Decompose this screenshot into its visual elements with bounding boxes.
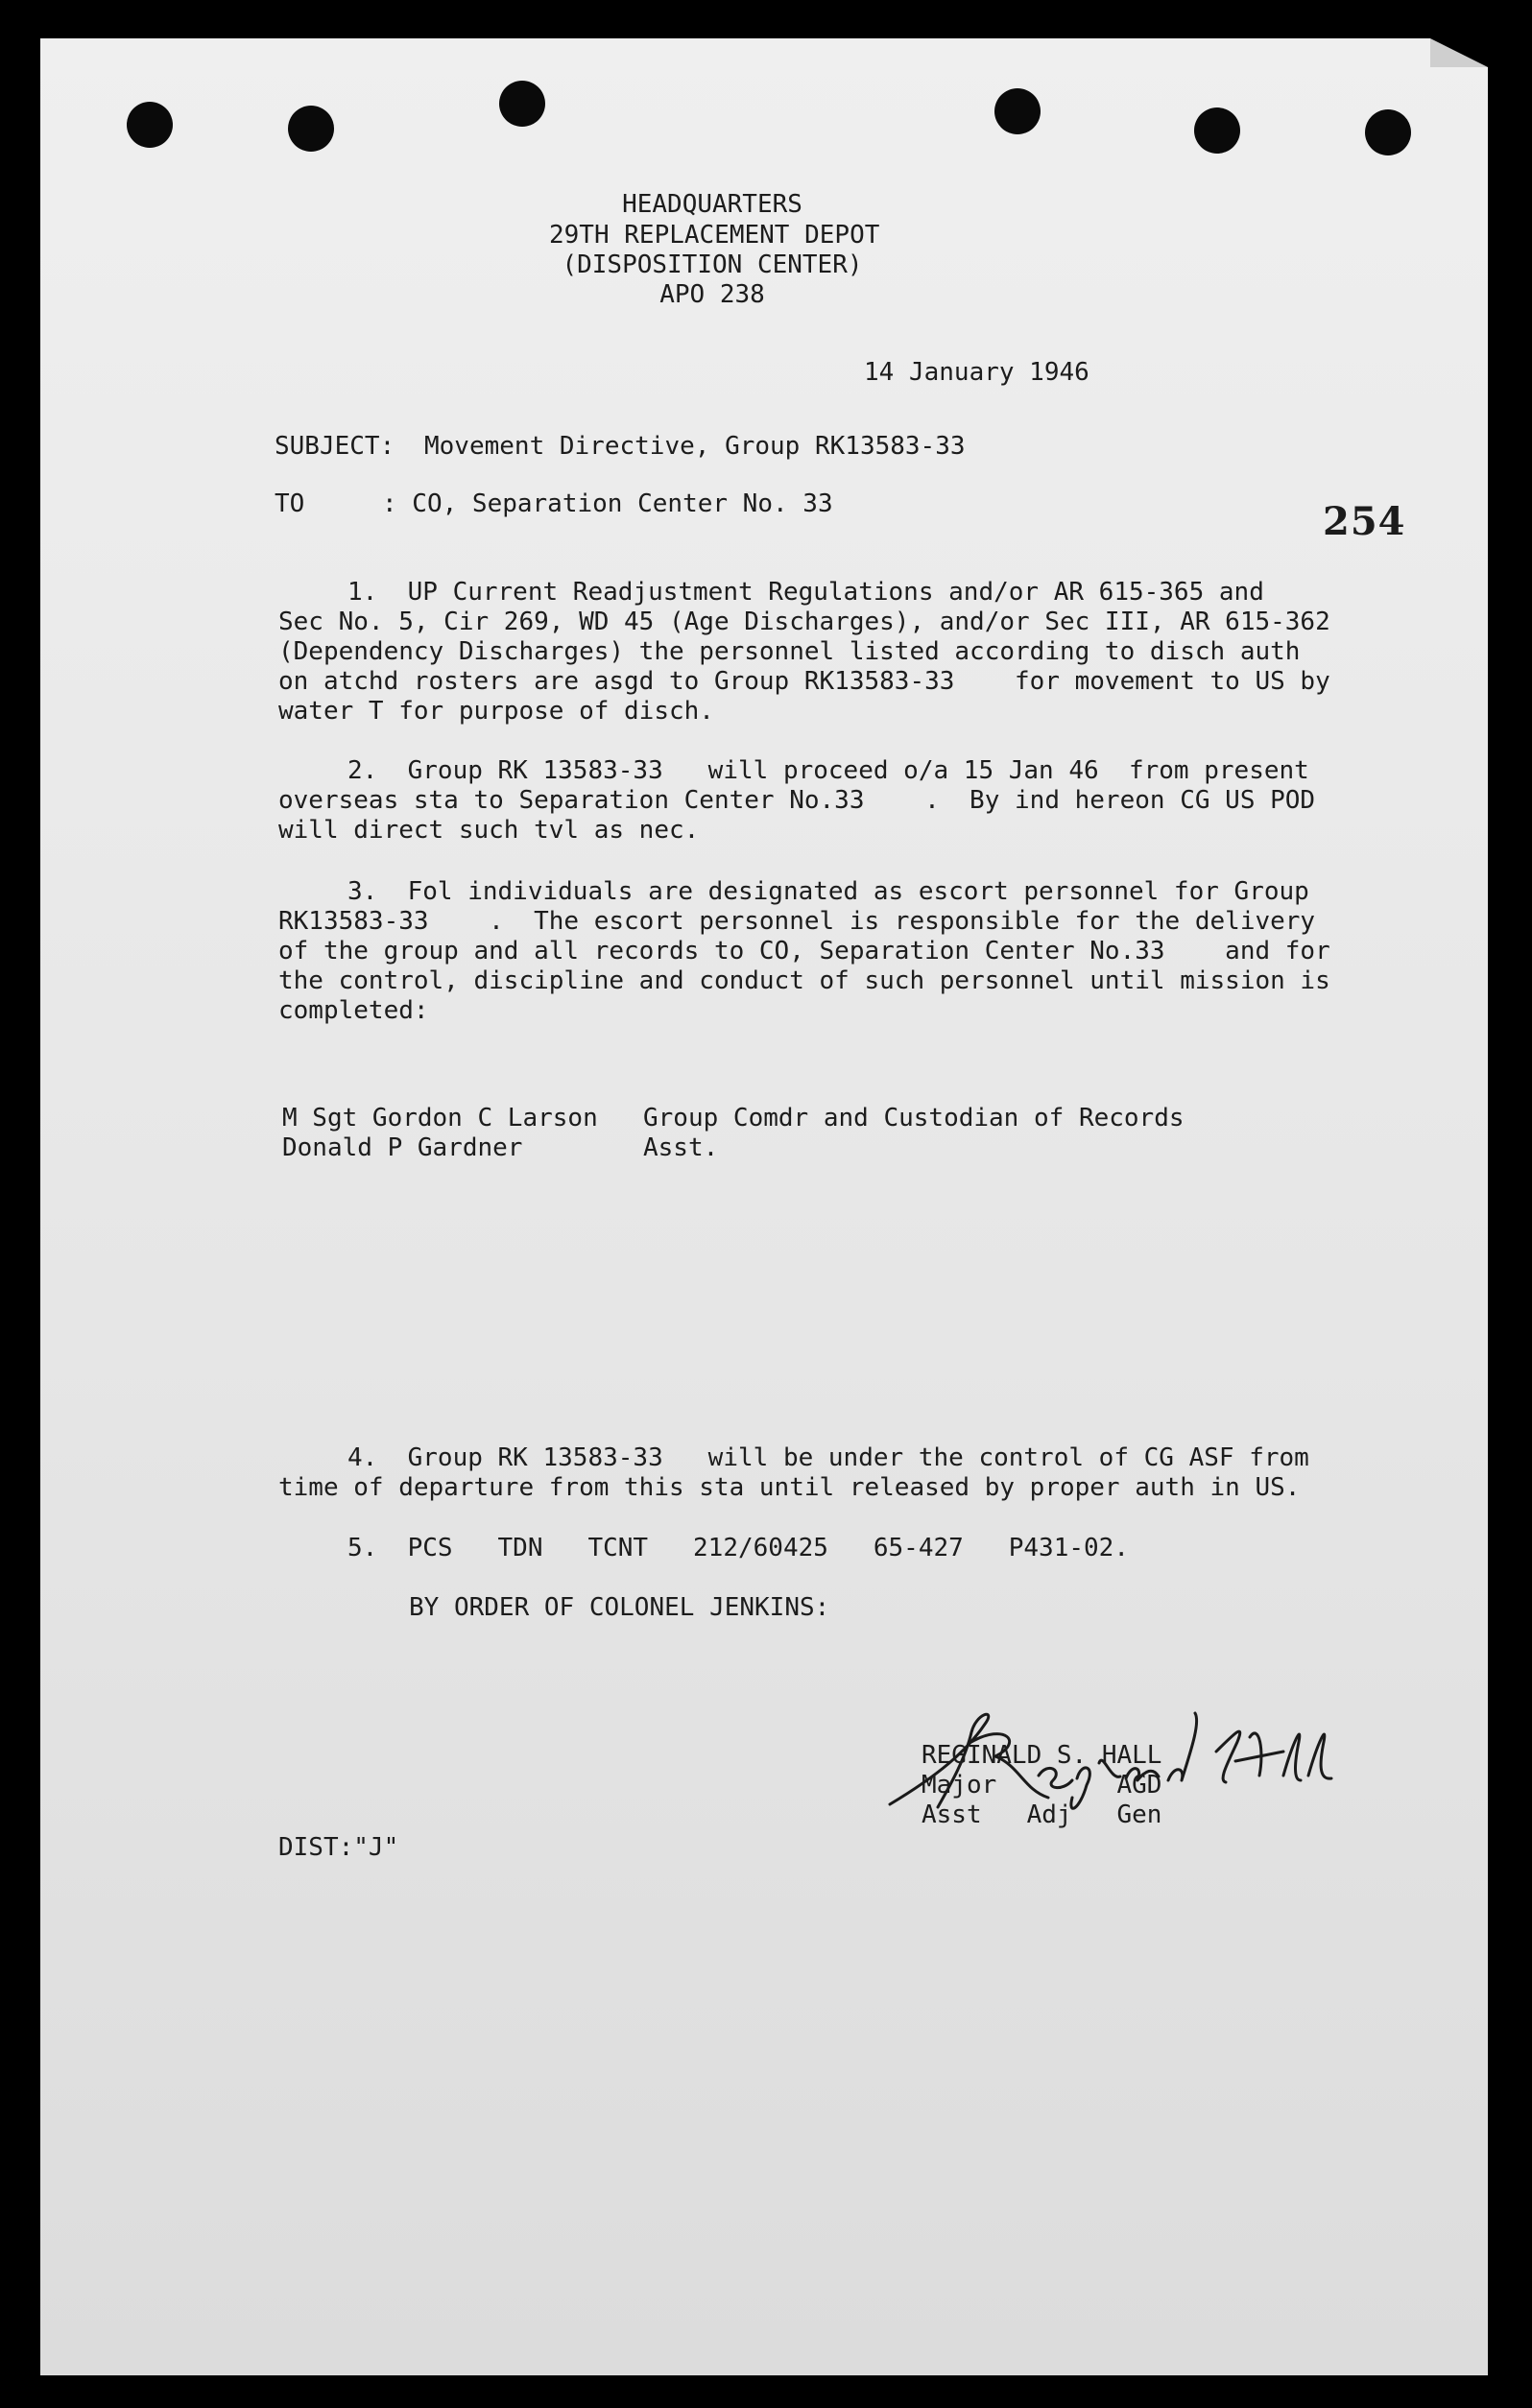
para3-line: 3. Fol individuals are designated as escort personnel for Group: [347, 877, 1309, 906]
para3-line: RK13583-33 . The escort personnel is responsible for the delivery: [278, 907, 1316, 936]
escort-role: Asst.: [643, 1133, 719, 1162]
signer-rank: Major AGD: [922, 1771, 1162, 1800]
punch-hole: [288, 106, 334, 152]
signer-title: Asst Adj Gen: [922, 1800, 1162, 1829]
document-date: 14 January 1946: [864, 358, 1089, 387]
punch-hole: [994, 88, 1041, 134]
para4-line: time of departure from this sta until released by proper auth in US.: [278, 1473, 1301, 1502]
subject-text: Movement Directive, Group RK13583-33: [424, 432, 966, 461]
header-line: (DISPOSITION CENTER): [562, 250, 863, 279]
header-line: 29TH REPLACEMENT DEPOT: [549, 221, 880, 250]
para1-line: on atchd rosters are asgd to Group RK13583-33 for movement to US by: [278, 667, 1330, 696]
para4-line: 4. Group RK 13583-33 will be under the control of CG ASF from: [347, 1443, 1309, 1472]
folded-corner: [1430, 38, 1488, 67]
para1-line: (Dependency Discharges) the personnel listed according to disch auth: [278, 637, 1301, 666]
punch-hole: [1365, 109, 1411, 155]
to-text: : CO, Separation Center No. 33: [382, 489, 833, 518]
para1-line: Sec No. 5, Cir 269, WD 45 (Age Discharges), and/or Sec III, AR 615-362: [278, 608, 1330, 636]
distribution-line: DIST:"J": [278, 1833, 399, 1862]
punch-hole: [127, 102, 173, 148]
para3-line: of the group and all records to CO, Separation Center No.33 and for: [278, 937, 1330, 966]
subject-label: SUBJECT:: [275, 432, 395, 461]
para3-line: completed:: [278, 996, 429, 1025]
para2-line: 2. Group RK 13583-33 will proceed o/a 15 Jan 46 from present: [347, 756, 1309, 785]
para2-line: overseas sta to Separation Center No.33 . By ind hereon CG US POD: [278, 786, 1316, 815]
escort-name: M Sgt Gordon C Larson: [282, 1104, 598, 1132]
to-label: TO: [275, 489, 305, 518]
document-page: [40, 38, 1488, 2375]
para1-line: water T for purpose of disch.: [278, 697, 714, 726]
escort-role: Group Comdr and Custodian of Records: [643, 1104, 1185, 1132]
by-order-line: BY ORDER OF COLONEL JENKINS:: [409, 1593, 830, 1622]
para5-line: 5. PCS TDN TCNT 212/60425 65-427 P431-02.: [347, 1534, 1129, 1562]
para3-line: the control, discipline and conduct of such personnel until mission is: [278, 966, 1330, 995]
punch-hole: [1194, 107, 1240, 154]
escort-name: Donald P Gardner: [282, 1133, 523, 1162]
header-line: HEADQUARTERS: [622, 190, 802, 219]
para2-line: will direct such tvl as nec.: [278, 816, 700, 845]
punch-hole: [499, 81, 545, 127]
page-number: 254: [1323, 499, 1406, 544]
para1-line: 1. UP Current Readjustment Regulations and/or AR 615-365 and: [347, 578, 1264, 607]
header-line: APO 238: [659, 280, 765, 309]
signer-name: REGINALD S. HALL: [922, 1741, 1162, 1770]
